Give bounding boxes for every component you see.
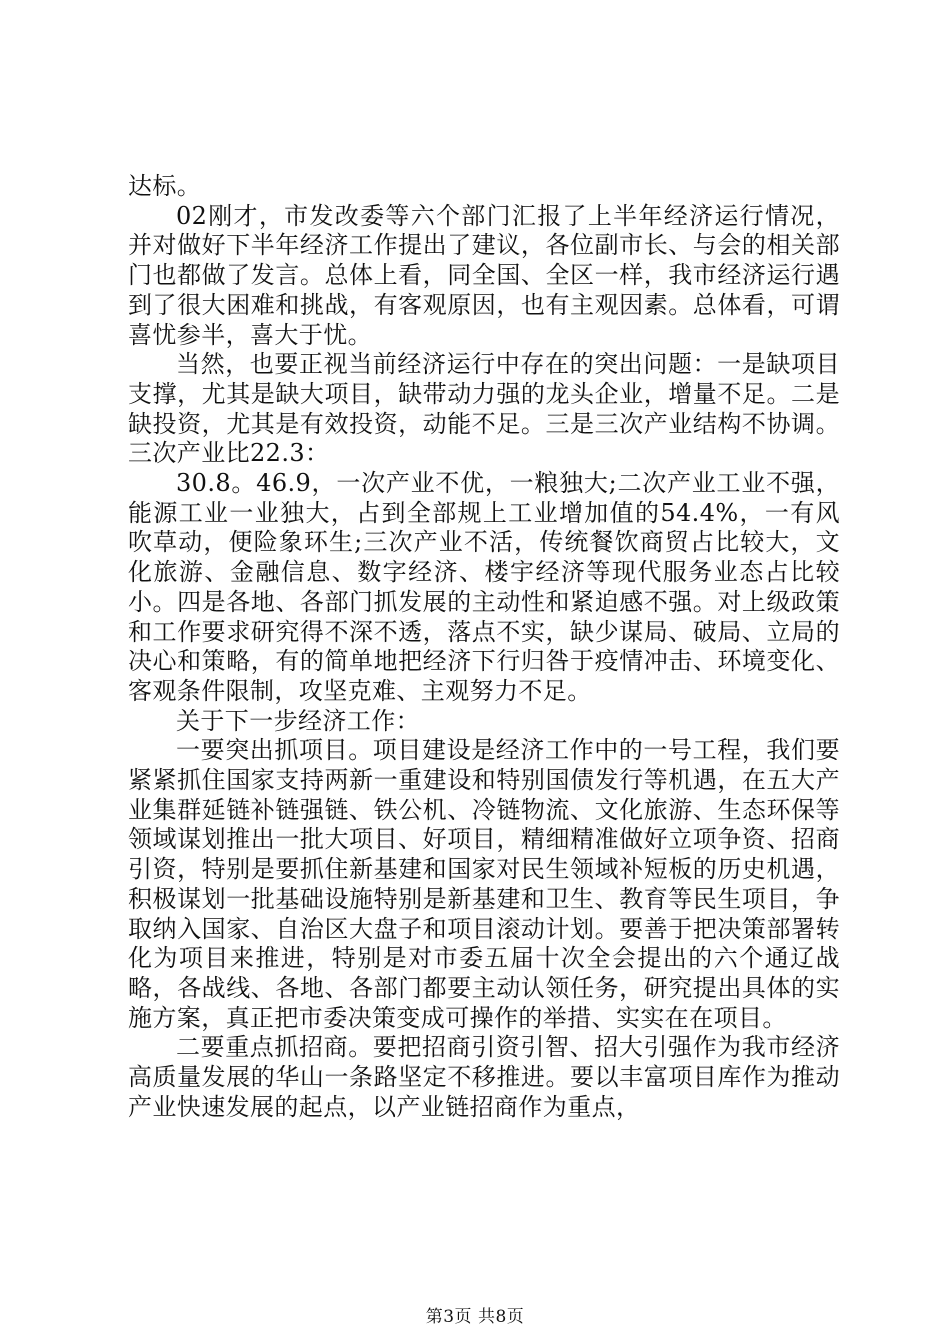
page-number-footer: 第3页 共8页	[425, 1307, 525, 1327]
paragraph-investment-attraction: 二要重点抓招商。要把招商引资引智、招大引强作为我市经济高质量发展的华山一条路坚定不移推进。要以丰富项目库作为推动产业快速发展的起点，以产业链招商作为重点，	[128, 1033, 840, 1121]
paragraph-meeting-summary: 02刚才，市发改委等六个部门汇报了上半年经济运行情况，并对做好下半年经济工作提出了建议，各位副市长、与会的相关部门也都做了发言。总体上看，同全国、全区一样，我市经济运行遇到了很大困难和挑战，有客观原因，也有主观因素。总体看，可谓喜忧参半，喜大于忧。	[128, 201, 840, 349]
paragraph-projects: 一要突出抓项目。项目建设是经济工作中的一号工程，我们要紧紧抓住国家支持两新一重建设和特别国债发行等机遇，在五大产业集群延链补链强链、铁公机、冷链物流、文化旅游、生态环保等领域谋划推出一批大项目、好项目，精细精准做好立项争资、招商引资，特别是要抓住新基建和国家对民生领域补短板的历史机遇，积极谋划一批基础设施特别是新基建和卫生、教育等民生项目，争取纳入国家、自治区大盘子和项目滚动计划。要善于把决策部署转化为项目来推进，特别是对市委五届十次全会提出的六个通辽战略，各战线、各地、各部门都要主动认领任务，研究提出具体的实施方案，真正把市委决策变成可操作的举措、实实在在项目。	[128, 736, 840, 1032]
paragraph-next-steps-heading: 关于下一步经济工作：	[176, 706, 420, 735]
paragraph-industry-structure: 30.8。46.9，一次产业不优，一粮独大;二次产业工业不强，能源工业一业独大，占到全部规上工业增加值的54.4%，一有风吹草动，便险象环生;三次产业不活，传统餐饮商贸占比较大，文化旅游、金融信息、数字经济、楼宇经济等现代服务业态占比较小。四是各地、各部门抓发展的主动性和紧迫感不强。对上级政策和工作要求研究得不深不透，落点不实，缺少谋局、破局、立局的决心和策略，有的简单地把经济下行归咎于疫情冲击、环境变化、客观条件限制，攻坚克难、主观努力不足。	[128, 469, 840, 705]
paragraph-problems: 当然，也要正视当前经济运行中存在的突出问题：一是缺项目支撑，尤其是缺大项目，缺带动力强的龙头企业，增量不足。二是缺投资，尤其是有效投资，动能不足。三是三次产业结构不协调。三次产业比22.3：	[128, 350, 840, 468]
paragraph-continuation: 达标。	[128, 172, 202, 200]
document-body	[128, 172, 840, 1123]
